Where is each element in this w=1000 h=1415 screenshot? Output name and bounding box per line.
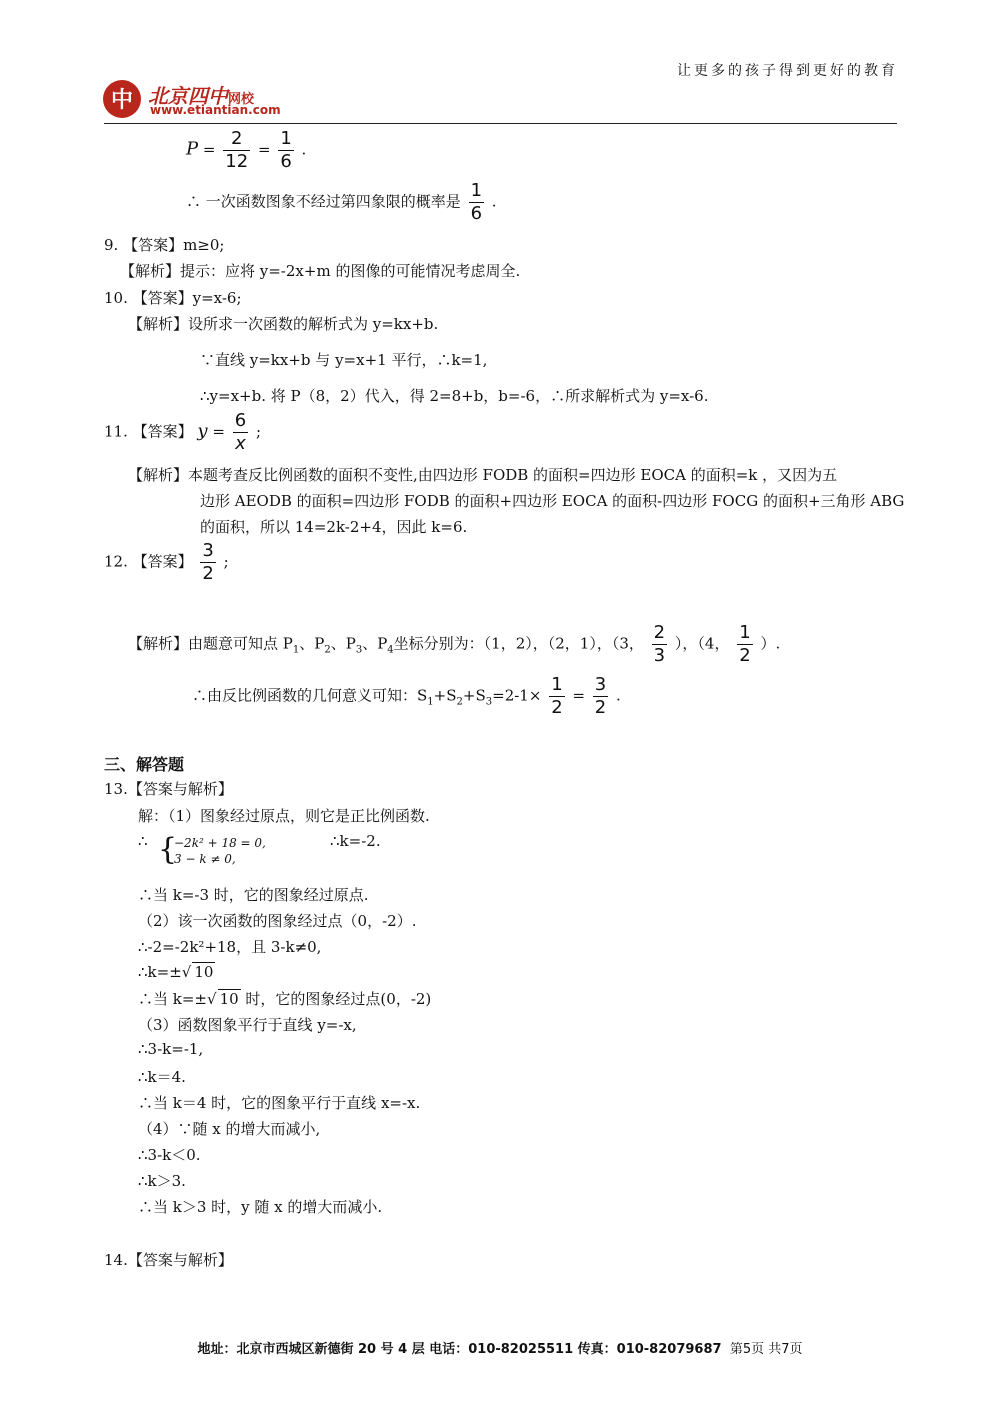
q12-analysis: 【解析】由题意可知点 $P_1$、$P_2$、$P_3$、$P_4$坐标分别为：（1，2），（2，1），（3， $\frac{2}{3}$ ），（4， $\frac{1}{2}$ ）. (128, 622, 781, 666)
q10-step2: ∴y=x+b. 将 P（8，2）代入，得 2=8+b，b=-6，∴所求解析式为 y=x-6. (200, 387, 709, 405)
q13-line: （2）该一次函数的图象经过点（0，-2）. (138, 912, 417, 930)
section-title: 三、解答题 (104, 755, 185, 774)
logo-emblem (103, 80, 141, 118)
q12-answer: 12. 【答案】 $\frac{3}{2}$ ; (104, 540, 229, 584)
q10-answer: 10. 【答案】y=x-6; (104, 289, 242, 307)
q10-analysis: 【解析】设所求一次函数的解析式为 y=kx+b. (128, 315, 439, 333)
header-slogan: 让更多的孩子得到更好的教育 (677, 63, 898, 79)
fraction: $\frac{1}{2}$ (551, 674, 563, 718)
q13-line: ∴3-k=-1, (138, 1040, 204, 1058)
q13-system-row1: −2k² + 18 = 0, (174, 836, 266, 850)
footer-page: 第5页 共7页 (729, 1342, 803, 1357)
fraction: $\frac{6}{x}$ (234, 410, 247, 454)
q13-line: ∴当 k＞3 时，y 随 x 的增大而减小. (138, 1198, 383, 1216)
q13-system-row2: 3 − k ≠ 0, (174, 852, 236, 866)
q13-line: ∴k＝4. (138, 1068, 186, 1086)
probability-conclusion: ∴ 一次函数图象不经过第四象限的概率是 $\frac{1}{6}$ . (186, 180, 497, 224)
q13-system-prefix: ∴ (138, 832, 148, 850)
fraction: $\frac{3}{2}$ (594, 674, 607, 718)
q13-line: （4）∵随 x 的增大而减小, (138, 1120, 321, 1138)
q13-line: ∴k=±√ 10 (138, 963, 214, 981)
q14-header: 14.【答案与解析】 (104, 1251, 233, 1269)
system-brace: { (158, 832, 178, 867)
fraction: $\frac{1}{6}$ (470, 180, 483, 224)
logo-url: www.etiantian.com (150, 103, 281, 117)
fraction: $\frac{1}{6}$ (280, 128, 292, 172)
footer-address: 地址：北京市西城区新德街 20 号 4 层 电话：010-82025511 传真：010-82079687 (197, 1342, 722, 1357)
q13-line: 解：（1）图象经过原点，则它是正比例函数. (138, 807, 430, 825)
q11-analysis-3: 的面积，所以 14=2k-2+4，因此 k=6. (200, 518, 468, 536)
q11-analysis-1: 【解析】本题考查反比例函数的面积不变性,由四边形 FODB 的面积=四边形 EOCA 的面积=k ，又因为五 (128, 466, 838, 484)
fraction: $\frac{3}{2}$ (202, 540, 214, 584)
q13-header: 13.【答案与解析】 (104, 780, 233, 798)
fraction: $\frac{1}{2}$ (739, 622, 751, 666)
q9-answer: 9. 【答案】m≥0; (104, 236, 225, 254)
q13-line: ∴当 k=±√ 10 时，它的图象经过点(0，-2) (138, 990, 432, 1008)
probability-formula: P = $\frac{2}{12}$ = $\frac{1}{6}$ . (186, 128, 307, 172)
q13-line: （3）函数图象平行于直线 y=-x, (138, 1016, 357, 1034)
page-footer (0, 1338, 1000, 1357)
logo-glyph: 中 (110, 88, 133, 113)
q12-geometric: ∴由反比例函数的几何意义可知：$S_1+S_2+S_3=2-1\times$ $\frac{1}{2}$ = $\frac{3}{2}$ . (192, 674, 621, 718)
q13-line: ∴k＞3. (138, 1172, 186, 1190)
fraction: $\frac{2}{3}$ (653, 622, 666, 666)
q10-step1: ∵直线 y=kx+b 与 y=x+1 平行，∴k=1, (200, 351, 488, 369)
header-rule (104, 123, 897, 124)
logo-brand: 北京四中网校 (148, 84, 255, 108)
fraction: $\frac{2}{12}$ (225, 128, 249, 172)
q13-line: ∴-2=-2k²+18，且 3-k≠0, (138, 938, 322, 956)
q13-system-result: ∴k=-2. (330, 832, 381, 850)
q13-line: ∴当 k＝4 时，它的图象平行于直线 x=-x. (138, 1094, 421, 1112)
q13-line: ∴3-k＜0. (138, 1146, 201, 1164)
q11-analysis-2: 边形 AEODB 的面积=四边形 FODB 的面积+四边形 EOCA 的面积-四边形 FOCG 的面积+三角形 ABG (200, 492, 905, 510)
q11-answer: 11. 【答案】 y = $\frac{6}{x}$ ; (104, 410, 262, 454)
q9-analysis: 【解析】提示：应将 y=-2x+m 的图像的可能情况考虑周全. (120, 262, 521, 280)
q13-line: ∴当 k=-3 时，它的图象经过原点. (138, 886, 369, 904)
